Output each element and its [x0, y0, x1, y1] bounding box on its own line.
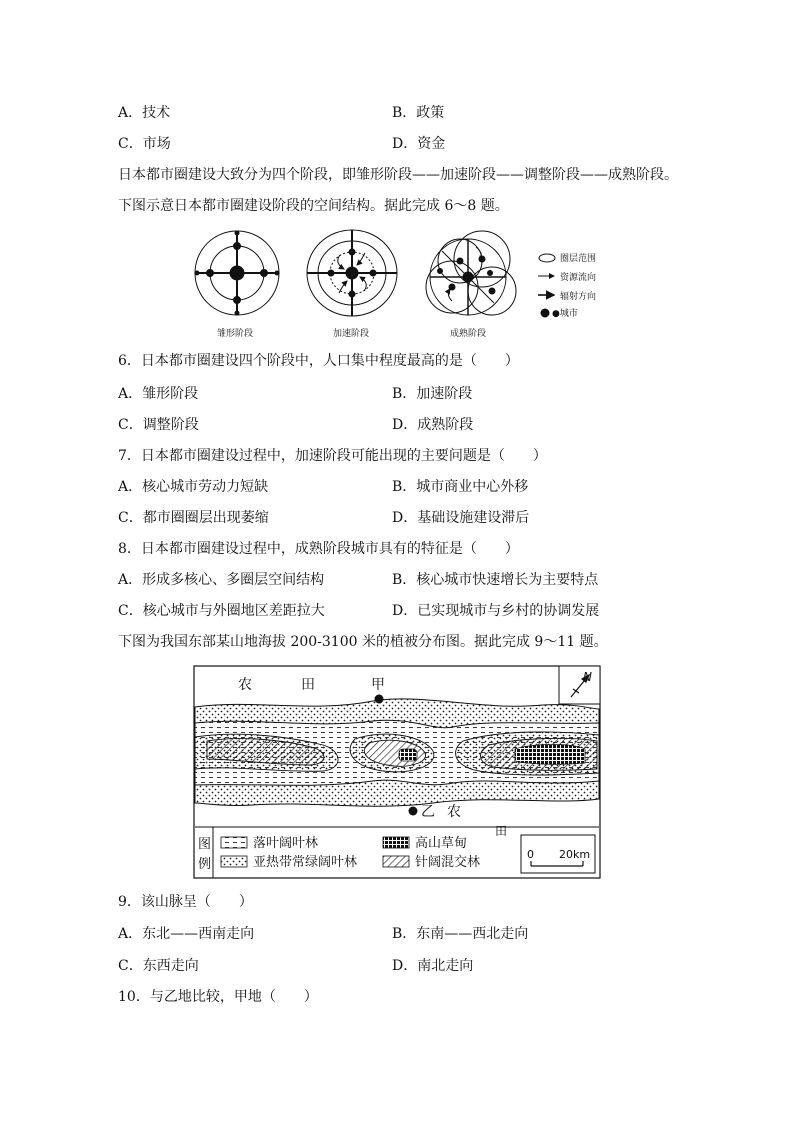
q8-option-c: C．核心城市与外圈地区差距拉大 — [118, 603, 325, 619]
q5-option-a: A．技术 — [118, 105, 171, 121]
q6-option-c: C．调整阶段 — [118, 417, 199, 433]
stage-embryo-label: 雏形阶段 — [217, 329, 254, 339]
farmland-bottom-char2: 田 — [495, 824, 508, 838]
legend-mixed-label: 针阔混交林 — [415, 855, 481, 870]
q6-option-b: B．加速阶段 — [392, 386, 473, 402]
stage-mature-label: 成熟阶段 — [450, 329, 487, 339]
legend-evergreen-label: 亚热带常绿阔叶林 — [253, 855, 358, 870]
q10-stem: 10．与乙地比较，甲地（ ） — [118, 989, 318, 1005]
legend-swatch-mixed — [383, 856, 409, 867]
intro2-paragraph: 下图为我国东部某山地海拔 200-3100 米的植被分布图。据此完成 9～11 题。 — [118, 634, 608, 650]
metro-stage-figure — [190, 225, 610, 345]
yi-point — [409, 807, 418, 816]
legend-swatch-deciduous — [221, 837, 247, 848]
q7-option-b: B．城市商业中心外移 — [392, 479, 529, 495]
legend-title-char1: 图 — [198, 837, 212, 852]
q8-option-a: A．形成多核心、多圈层空间结构 — [118, 572, 325, 588]
q6-option-d: D．成熟阶段 — [392, 417, 474, 433]
q8-option-b: B．核心城市快速增长为主要特点 — [392, 572, 599, 588]
alpine-meadow-east — [515, 745, 585, 765]
q9-stem: 9．该山脉呈（ ） — [118, 894, 253, 910]
intro-paragraph-line1: 日本都市圈建设大致分为四个阶段，即雏形阶段——加速阶段——调整阶段——成熟阶段。 — [118, 167, 678, 183]
alpine-meadow-central — [399, 749, 417, 761]
scale-distance-label: 20km — [559, 848, 591, 861]
stage-embryo-diagram — [195, 231, 279, 315]
yi-label: 乙 — [421, 804, 435, 820]
q7-option-d: D．基础设施建设滞后 — [392, 510, 530, 526]
q5-option-b: B．政策 — [392, 105, 445, 121]
farmland-bottom-char1: 农 — [447, 804, 461, 820]
legend-swatch-meadow — [383, 837, 409, 848]
legend-title-char2: 例 — [198, 857, 212, 872]
q6-option-a: A．雏形阶段 — [118, 386, 199, 402]
stage-mature-diagram — [426, 231, 516, 315]
figure1-legend — [538, 254, 555, 317]
legend-meadow-label: 高山草甸 — [415, 836, 468, 851]
legend-deciduous-label: 落叶阔叶林 — [253, 836, 319, 851]
q9-option-a: A．东北——西南走向 — [118, 926, 255, 942]
scale-zero-label: 0 — [527, 848, 534, 861]
q5-option-c: C．市场 — [118, 136, 171, 152]
legend-resource-label: 资源流向 — [560, 273, 597, 283]
legend-city-label: ●城市 — [552, 309, 578, 319]
legend-ring-label: 圈层范围 — [560, 254, 597, 264]
legend-radiation-label: 辐射方向 — [560, 292, 597, 302]
q7-option-a: A．核心城市劳动力短缺 — [118, 479, 269, 495]
intro-paragraph-line2: 下图示意日本都市圈建设阶段的空间结构。据此完成 6～8 题。 — [118, 198, 509, 214]
q9-option-b: B．东南——西北走向 — [392, 926, 529, 942]
stage-acceleration-label: 加速阶段 — [333, 329, 370, 339]
jia-point — [375, 695, 384, 704]
q7-option-c: C．都市圈圈层出现萎缩 — [118, 510, 269, 526]
legend-swatch-evergreen — [221, 856, 247, 867]
farmland-top-char1: 农 — [238, 677, 252, 693]
q9-option-d: D．南北走向 — [392, 958, 474, 974]
q5-option-d: D．资金 — [392, 136, 446, 152]
q6-stem: 6．日本都市圈建设四个阶段中，人口集中程度最高的是（ ） — [118, 353, 519, 369]
farmland-top-char2: 田 — [301, 677, 315, 693]
q8-stem: 8．日本都市圈建设过程中，成熟阶段城市具有的特征是（ ） — [118, 541, 519, 557]
jia-label: 甲 — [371, 677, 385, 693]
q7-stem: 7．日本都市圈建设过程中，加速阶段可能出现的主要问题是（ ） — [118, 448, 547, 464]
stage-acceleration-diagram — [307, 230, 397, 316]
q9-option-c: C．东西走向 — [118, 958, 199, 974]
north-label: N — [583, 670, 592, 684]
vegetation-map — [193, 665, 601, 879]
q8-option-d: D．已实现城市与乡村的协调发展 — [392, 603, 600, 619]
